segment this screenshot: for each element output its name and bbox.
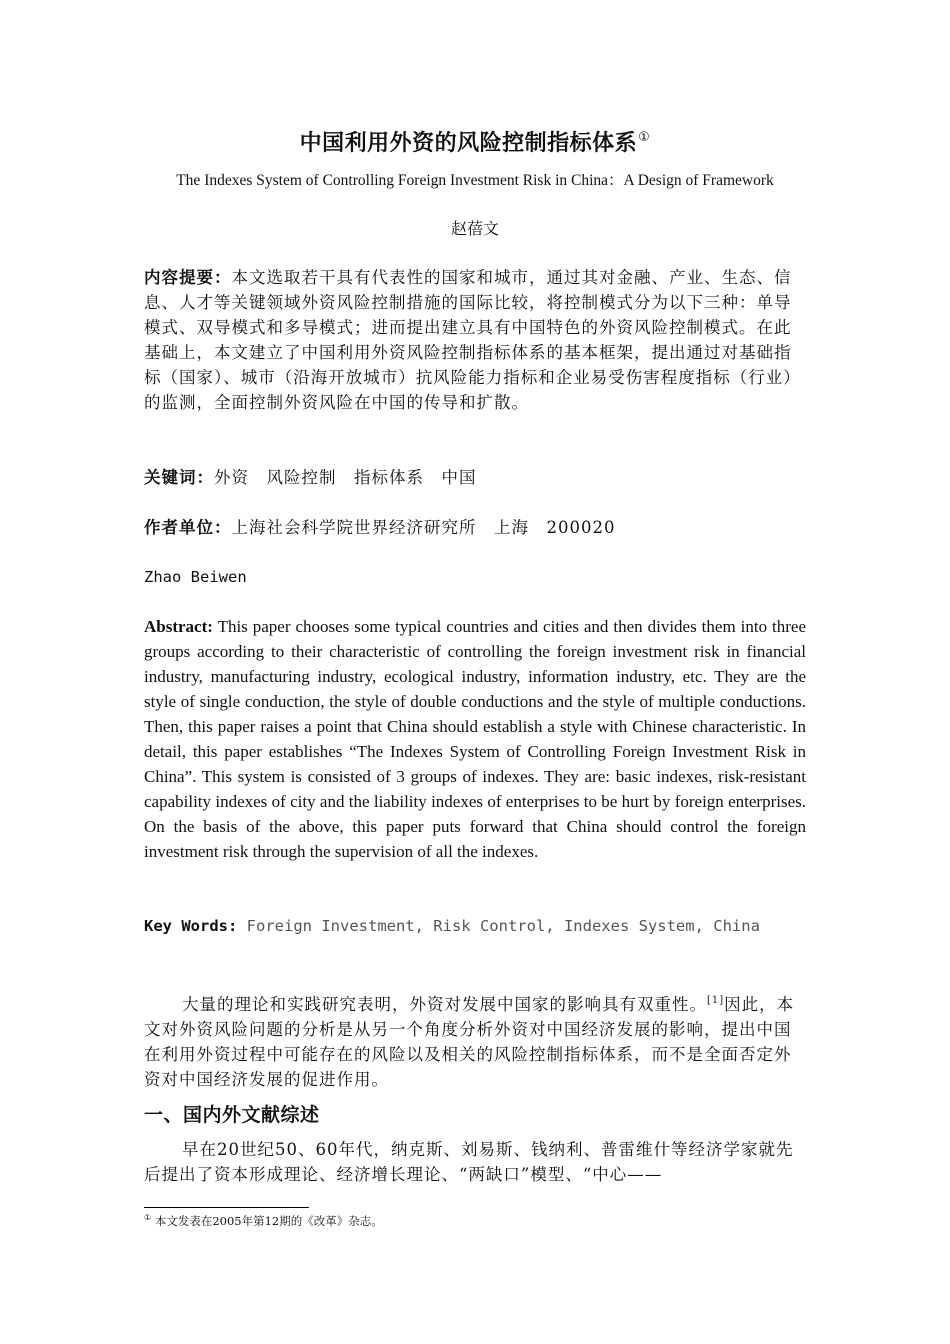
footnote-text: 本文发表在2005年第12期的《改革》杂志。 — [154, 1214, 383, 1228]
summary-paragraph — [144, 265, 806, 415]
footnote-divider — [144, 1207, 309, 1208]
title-footnote-mark[interactable]: ① — [638, 130, 651, 145]
abstract-label: Abstract: — [144, 617, 213, 636]
intro-paragraph — [144, 988, 806, 1092]
footnote-mark: ① — [144, 1213, 152, 1222]
affiliation-label: 作者单位： — [144, 518, 232, 537]
keywords-cn-label: 关键词： — [144, 468, 214, 487]
keywords-cn — [144, 465, 806, 490]
intro-text-2: 因此，本文对外资风险问题的分析是从另一个角度分析外资对中国经济发展的影响，提出中国在利用外资过程中可能存在的风险以及相关的风险控制指标体系，而不是全面否定外资对中国经济发展的促进作用。 — [144, 995, 795, 1089]
affiliation-text: 上海社会科学院世界经济研究所 上海 200020 — [231, 518, 616, 537]
author-name-cn: 赵蓓文 — [450, 219, 499, 238]
abstract-text: This paper chooses some typical countries and cities and then divides them into three groups according to their characteristic of controlling the foreign investment risk in financial industry, manufacturing industry, ecological industry, information industry, etc. They are the style of single conduction, the style of double conductions and the style of multiple conductions. Then, this paper raises a point that China should establish a style with Chinese characteristic. In detail, this paper establishes “The Indexes System of Controlling Foreign Investment Risk in China”. This system is consisted of 3 groups of indexes. They are: basic indexes, risk-resistant capability indexes of city and the liability indexes of enterprises to be hurt by foreign enterprises. On the basis of the above, this paper puts forward that China should control the foreign investment risk through the supervision of all the indexes. — [144, 617, 806, 861]
author-name-en: Zhao Beiwen — [144, 568, 247, 586]
footnote — [144, 1213, 383, 1229]
paper-title — [144, 126, 806, 157]
section1-paragraph: 早在20世纪50、60年代，纳克斯、刘易斯、钱纳利、普雷维什等经济学家就先后提出了资本形成理论、经济增长理论、“两缺口”模型、“中心—— — [144, 1140, 794, 1184]
summary-label: 内容提要： — [144, 268, 232, 287]
section-heading: 一、国内外文献综述 — [144, 1104, 320, 1126]
intro-text-1: 大量的理论和实践研究表明，外资对发展中国家的影响具有双重性。 — [182, 995, 707, 1014]
keywords-en-label: Key Words: — [144, 917, 238, 935]
english-subtitle: The Indexes System of Controlling Foreign Investment Risk in China：A Design of Framework — [176, 172, 774, 189]
affiliation — [144, 515, 806, 540]
abstract-paragraph — [144, 614, 806, 864]
keywords-en-text: Foreign Investment, Risk Control, Indexes System, China — [246, 917, 760, 935]
keywords-cn-text: 外资 风险控制 指标体系 中国 — [214, 468, 477, 487]
citation-ref[interactable]: [1] — [707, 995, 725, 1006]
summary-text: 本文选取若干具有代表性的国家和城市，通过其对金融、产业、生态、信息、人才等关键领域外资风险控制措施的国际比较，将控制模式分为以下三种：单导模式、双导模式和多导模式；进而提出建立具有中国特色的外资风险控制模式。在此基础上，本文建立了中国利用外资风险控制指标体系的基本框架，提出通过对基础指标（国家）、城市（沿海开放城市）抗风险能力指标和企业易受伤害程度指标（行业）的监测，全面控制外资风险在中国的传导和扩散。 — [144, 268, 801, 412]
title-text: 中国利用外资的风险控制指标体系 — [299, 131, 638, 156]
keywords-en — [144, 914, 806, 939]
